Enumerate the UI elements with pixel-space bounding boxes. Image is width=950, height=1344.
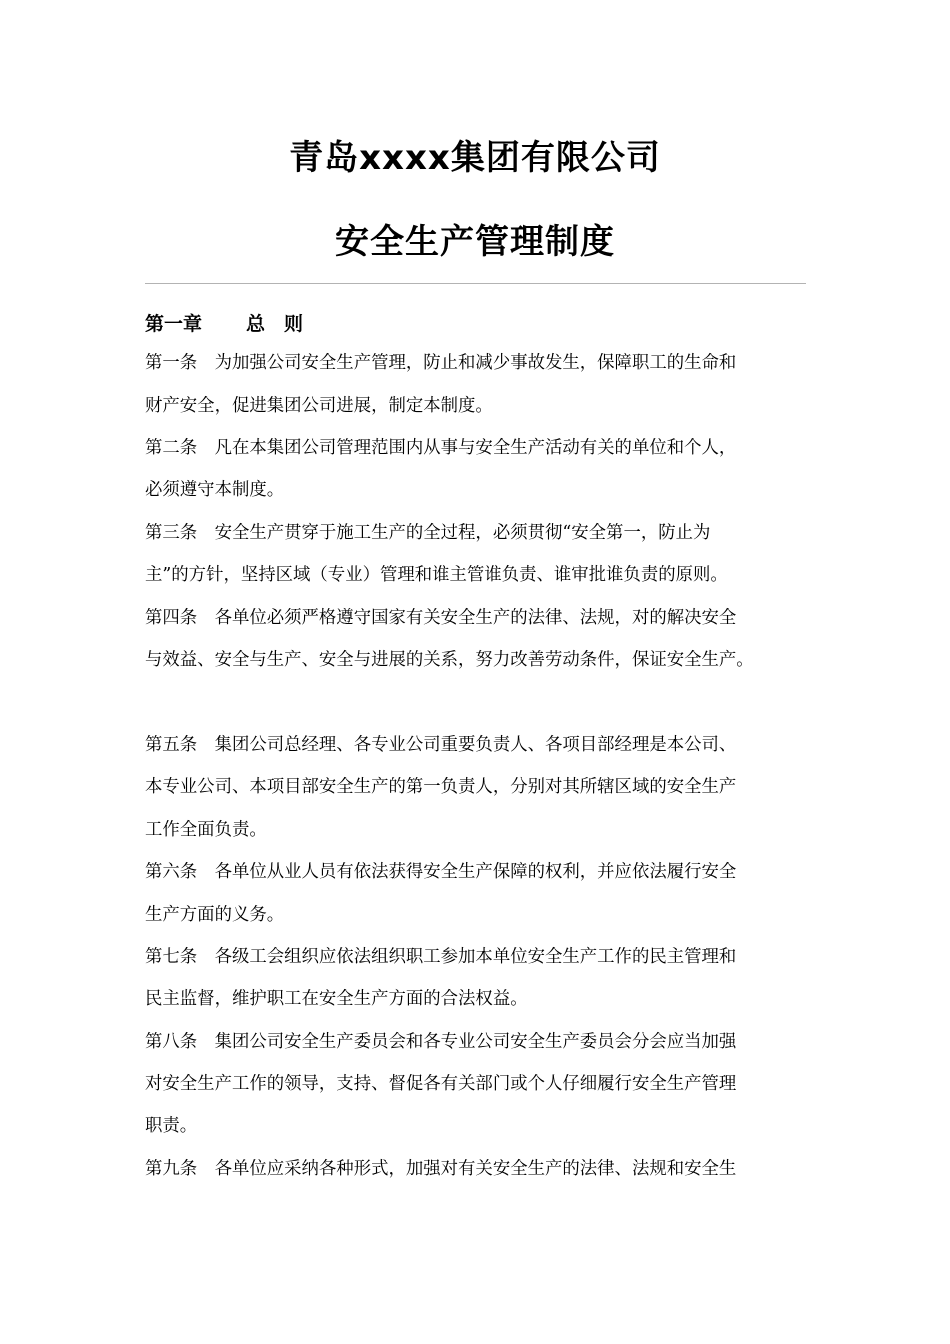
chapter-number: 第一章 [145,313,203,335]
article-line: 第三条 安全生产贯穿于施工生产的全过程，必须贯彻“安全第一，防止为 [145,523,711,543]
article-line: 第四条 各单位必须严格遵守国家有关安全生产的法律、法规，对的解决安全 [145,608,737,628]
chapter-heading [145,309,303,336]
article-line: 工作全面负责。 [145,820,267,840]
article-line: 第九条 各单位应采纳各种形式，加强对有关安全生产的法律、法规和安全生 [145,1159,737,1179]
article-line: 第八条 集团公司安全生产委员会和各专业公司安全生产委员会分会应当加强 [145,1032,737,1052]
title-divider [145,283,806,284]
article-line: 对安全生产工作的领导，支持、督促各有关部门或个人仔细履行安全生产管理 [145,1074,737,1094]
article-line: 财产安全，促进集团公司进展，制定本制度。 [145,396,493,416]
article-line: 第二条 凡在本集团公司管理范围内从事与安全生产活动有关的单位和个人， [145,438,737,458]
article-line: 本专业公司、本项目部安全生产的第一负责人，分别对其所辖区域的安全生产 [145,777,737,797]
article-line: 第一条 为加强公司安全生产管理，防止和减少事故发生，保障职工的生命和 [145,353,737,373]
document-subtitle: 安全生产管理制度 [335,222,615,262]
article-line: 第六条 各单位从业人员有依法获得安全生产保障的权利，并应依法履行安全 [145,862,737,882]
article-line: 生产方面的义务。 [145,905,285,925]
article-line: 必须遵守本制度。 [145,480,285,500]
article-line: 职责。 [145,1116,198,1136]
article-line: 主”的方针，坚持区域（专业）管理和谁主管谁负责、谁审批谁负责的原则。 [145,565,728,585]
article-line: 与效益、安全与生产、安全与进展的关系，努力改善劳动条件，保证安全生产。 [145,650,754,670]
document-title: 青岛xxxx集团有限公司 [289,138,661,178]
article-line: 第五条 集团公司总经理、各专业公司重要负责人、各项目部经理是本公司、 [145,735,737,755]
article-line: 民主监督，维护职工在安全生产方面的合法权益。 [145,989,528,1009]
chapter-title: 总 则 [246,313,304,335]
article-line: 第七条 各级工会组织应依法组织职工参加本单位安全生产工作的民主管理和 [145,947,737,967]
